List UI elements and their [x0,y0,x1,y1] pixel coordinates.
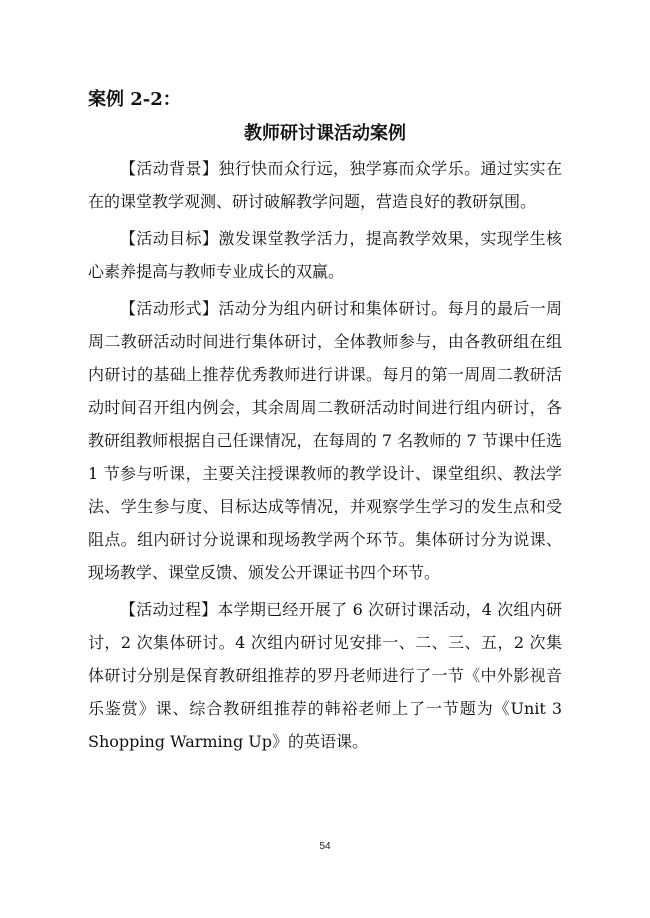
paragraph-activity-process [88,593,562,758]
case-label: 案例 2-2： [88,89,181,110]
document-body [88,152,562,762]
paragraph-text: 独行快而众行远，独学寡而众学乐。通过实实在在的课堂教学观测、研讨破解教学问题，营造良好的教研氛围。 [88,159,562,211]
paragraph-activity-background [88,152,562,218]
paragraph-text: 本学期已经开展了 6 次研讨课活动，4 次组内研讨，2 次集体研讨。4 次组内研讨见安排一、二、三、五，2 次集体研讨分别是保育教研组推荐的罗丹老师进行了一节《中外影视音乐鉴赏》课、综合教研组推荐的韩裕老师上了一节题为《Unit 3 Shopping Warming Up》的英语课。 [88,600,562,751]
section-tag: 【活动背景】 [120,159,219,178]
section-tag: 【活动目标】 [120,229,219,248]
paragraph-activity-format [88,292,562,589]
paragraph-activity-goal [88,222,562,288]
page-number: 54 [319,841,331,852]
paragraph-text: 活动分为组内研讨和集体研讨。每月的最后一周周二教研活动时间进行集体研讨，全体教师参与，由各教研组在组内研讨的基础上推荐优秀教师进行讲课。每月的第一周周二教研活动时间召开组内例会，其余周周二教研活动时间进行组内研讨，各教研组教师根据自己任课情况，在每周的 7 名教师的 7 节课中任选 1 节参与听课，主要关注授课教师的教学设计、课堂组织、教法学法、学生参与度、目标达成等情况，并观察学生学习的发生点和受阻点。组内研讨分说课和现场教学两个环节。集体研讨分为说课、现场教学、课堂反馈、颁发公开课证书四个环节。 [88,299,562,582]
paragraph-text: 激发课堂教学活力，提高教学效果，实现学生核心素养提高与教师专业成长的双赢。 [88,229,562,281]
section-tag: 【活动过程】 [120,600,218,619]
document-title: 教师研讨课活动案例 [244,123,406,144]
section-tag: 【活动形式】 [120,299,219,318]
